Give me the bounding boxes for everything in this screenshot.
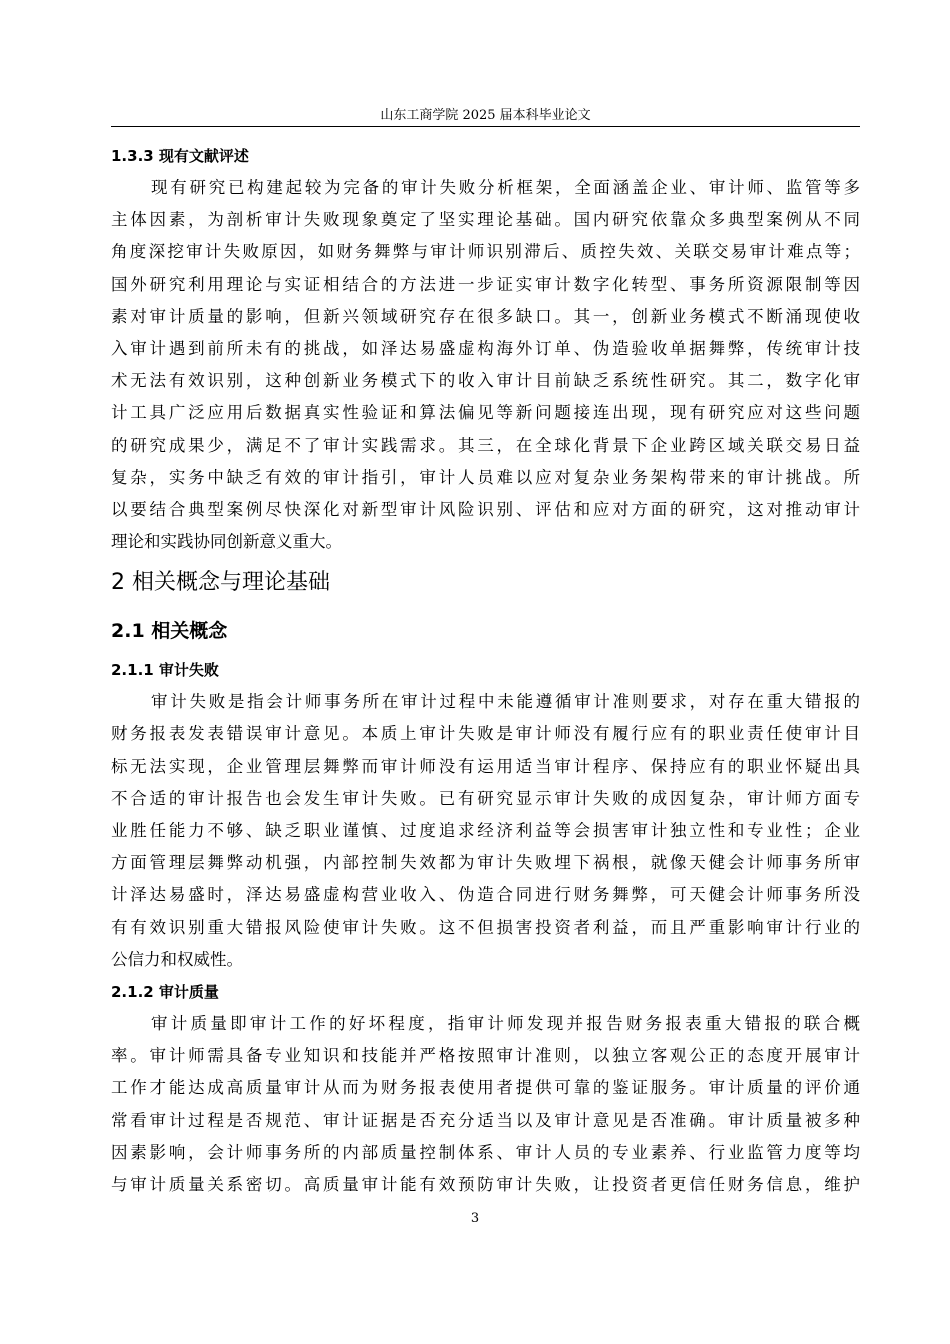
text-line: 因素影响，会计师事务所的内部质量控制体系、审计人员的专业素养、行业监管力度等均 — [111, 1142, 860, 1162]
text-line: 理论和实践协同创新意义重大。 — [111, 532, 342, 552]
text-line: 国外研究利用理论与实证相结合的方法进一步证实审计数字化转型、事务所资源限制等因 — [111, 274, 860, 294]
paragraph-literature-review — [111, 172, 860, 558]
text-line: 有有效识别重大错报风险使审计失败。这不但损害投资者利益，而且严重影响审计行业的 — [111, 917, 860, 937]
text-line: 业胜任能力不够、缺乏职业谨慎、过度追求经济利益等会损害审计独立性和专业性；企业 — [111, 821, 860, 840]
text-line: 术无法有效识别，这种创新业务模式下的收入审计目前缺乏系统性研究。其二，数字化审 — [111, 371, 860, 391]
text-line: 审计失败是指会计师事务所在审计过程中未能遵循审计准则要求，对存在重大错报的 — [151, 692, 860, 712]
text-line: 计工具广泛应用后数据真实性验证和算法偏见等新问题接连出现，现有研究应对这些问题 — [111, 403, 860, 423]
section-heading-2-1-2: 2.1.2 审计质量 — [111, 982, 219, 1001]
page-number: 3 — [470, 1211, 480, 1226]
paragraph-audit-quality — [111, 1008, 860, 1201]
text-line: 入审计遇到前所未有的挑战，如泽达易盛虚构海外订单、伪造验收单据舞弊，传统审计技 — [111, 338, 860, 358]
section-heading-2-1: 2.1 相关概念 — [111, 620, 228, 643]
chapter-heading-2: 2 相关概念与理论基础 — [111, 570, 330, 596]
text-line: 计泽达易盛时，泽达易盛虚构营业收入、伪造合同进行财务舞弊，可天健会计师事务所没 — [111, 885, 860, 905]
text-line: 工作才能达成高质量审计从而为财务报表使用者提供可靠的鉴证服务。审计质量的评价通 — [111, 1078, 860, 1098]
section-heading-2-1-1: 2.1.1 审计失败 — [111, 661, 219, 680]
text-line: 与审计质量关系密切。高质量审计能有效预防审计失败，让投资者更信任财务信息，维护 — [111, 1174, 860, 1194]
text-line: 公信力和权威性。 — [111, 949, 243, 969]
paragraph-audit-failure — [111, 686, 860, 976]
page-body — [111, 140, 860, 1201]
text-line: 以要结合典型案例尽快深化对新型审计风险识别、评估和应对方面的研究，这对推动审计 — [111, 499, 860, 519]
text-line: 主体因素，为剖析审计失败现象奠定了坚实理论基础。国内研究依靠众多典型案例从不同 — [111, 210, 860, 230]
text-line: 审计质量即审计工作的好坏程度，指审计师发现并报告财务报表重大错报的联合概 — [151, 1013, 860, 1033]
text-line: 标无法实现，企业管理层舞弊而审计师没有运用适当审计程序、保持应有的职业怀疑出具 — [111, 756, 860, 776]
text-line: 现有研究已构建起较为完备的审计失败分析框架，全面涵盖企业、审计师、监管等多 — [151, 178, 860, 197]
text-line: 常看审计过程是否规范、审计证据是否充分适当以及审计意见是否准确。审计质量被多种 — [111, 1110, 860, 1130]
text-line: 率。审计师需具备专业知识和技能并严格按照审计准则，以独立客观公正的态度开展审计 — [111, 1046, 860, 1066]
text-line: 不合适的审计报告也会发生审计失败。已有研究显示审计失败的成因复杂，审计师方面专 — [111, 788, 860, 808]
text-line: 方面管理层舞弊动机强，内部控制失效都为审计失败埋下祸根，就像天健会计师事务所审 — [111, 853, 860, 873]
header-rule — [111, 126, 860, 127]
running-header: 山东工商学院 2025 届本科毕业论文 — [380, 108, 591, 123]
section-heading-1-3-3: 1.3.3 现有文献评述 — [111, 147, 249, 165]
text-line: 素对审计质量的影响，但新兴领域研究存在很多缺口。其一，创新业务模式不断涌现使收 — [111, 306, 860, 326]
text-line: 的研究成果少，满足不了审计实践需求。其三，在全球化背景下企业跨区域关联交易日益 — [111, 435, 860, 455]
text-line: 复杂，实务中缺乏有效的审计指引，审计人员难以应对复杂业务架构带来的审计挑战。所 — [111, 467, 860, 487]
text-line: 财务报表发表错误审计意见。本质上审计失败是审计师没有履行应有的职业责任使审计目 — [111, 724, 860, 744]
text-line: 角度深挖审计失败原因，如财务舞弊与审计师识别滞后、质控失效、关联交易审计难点等； — [111, 242, 860, 262]
